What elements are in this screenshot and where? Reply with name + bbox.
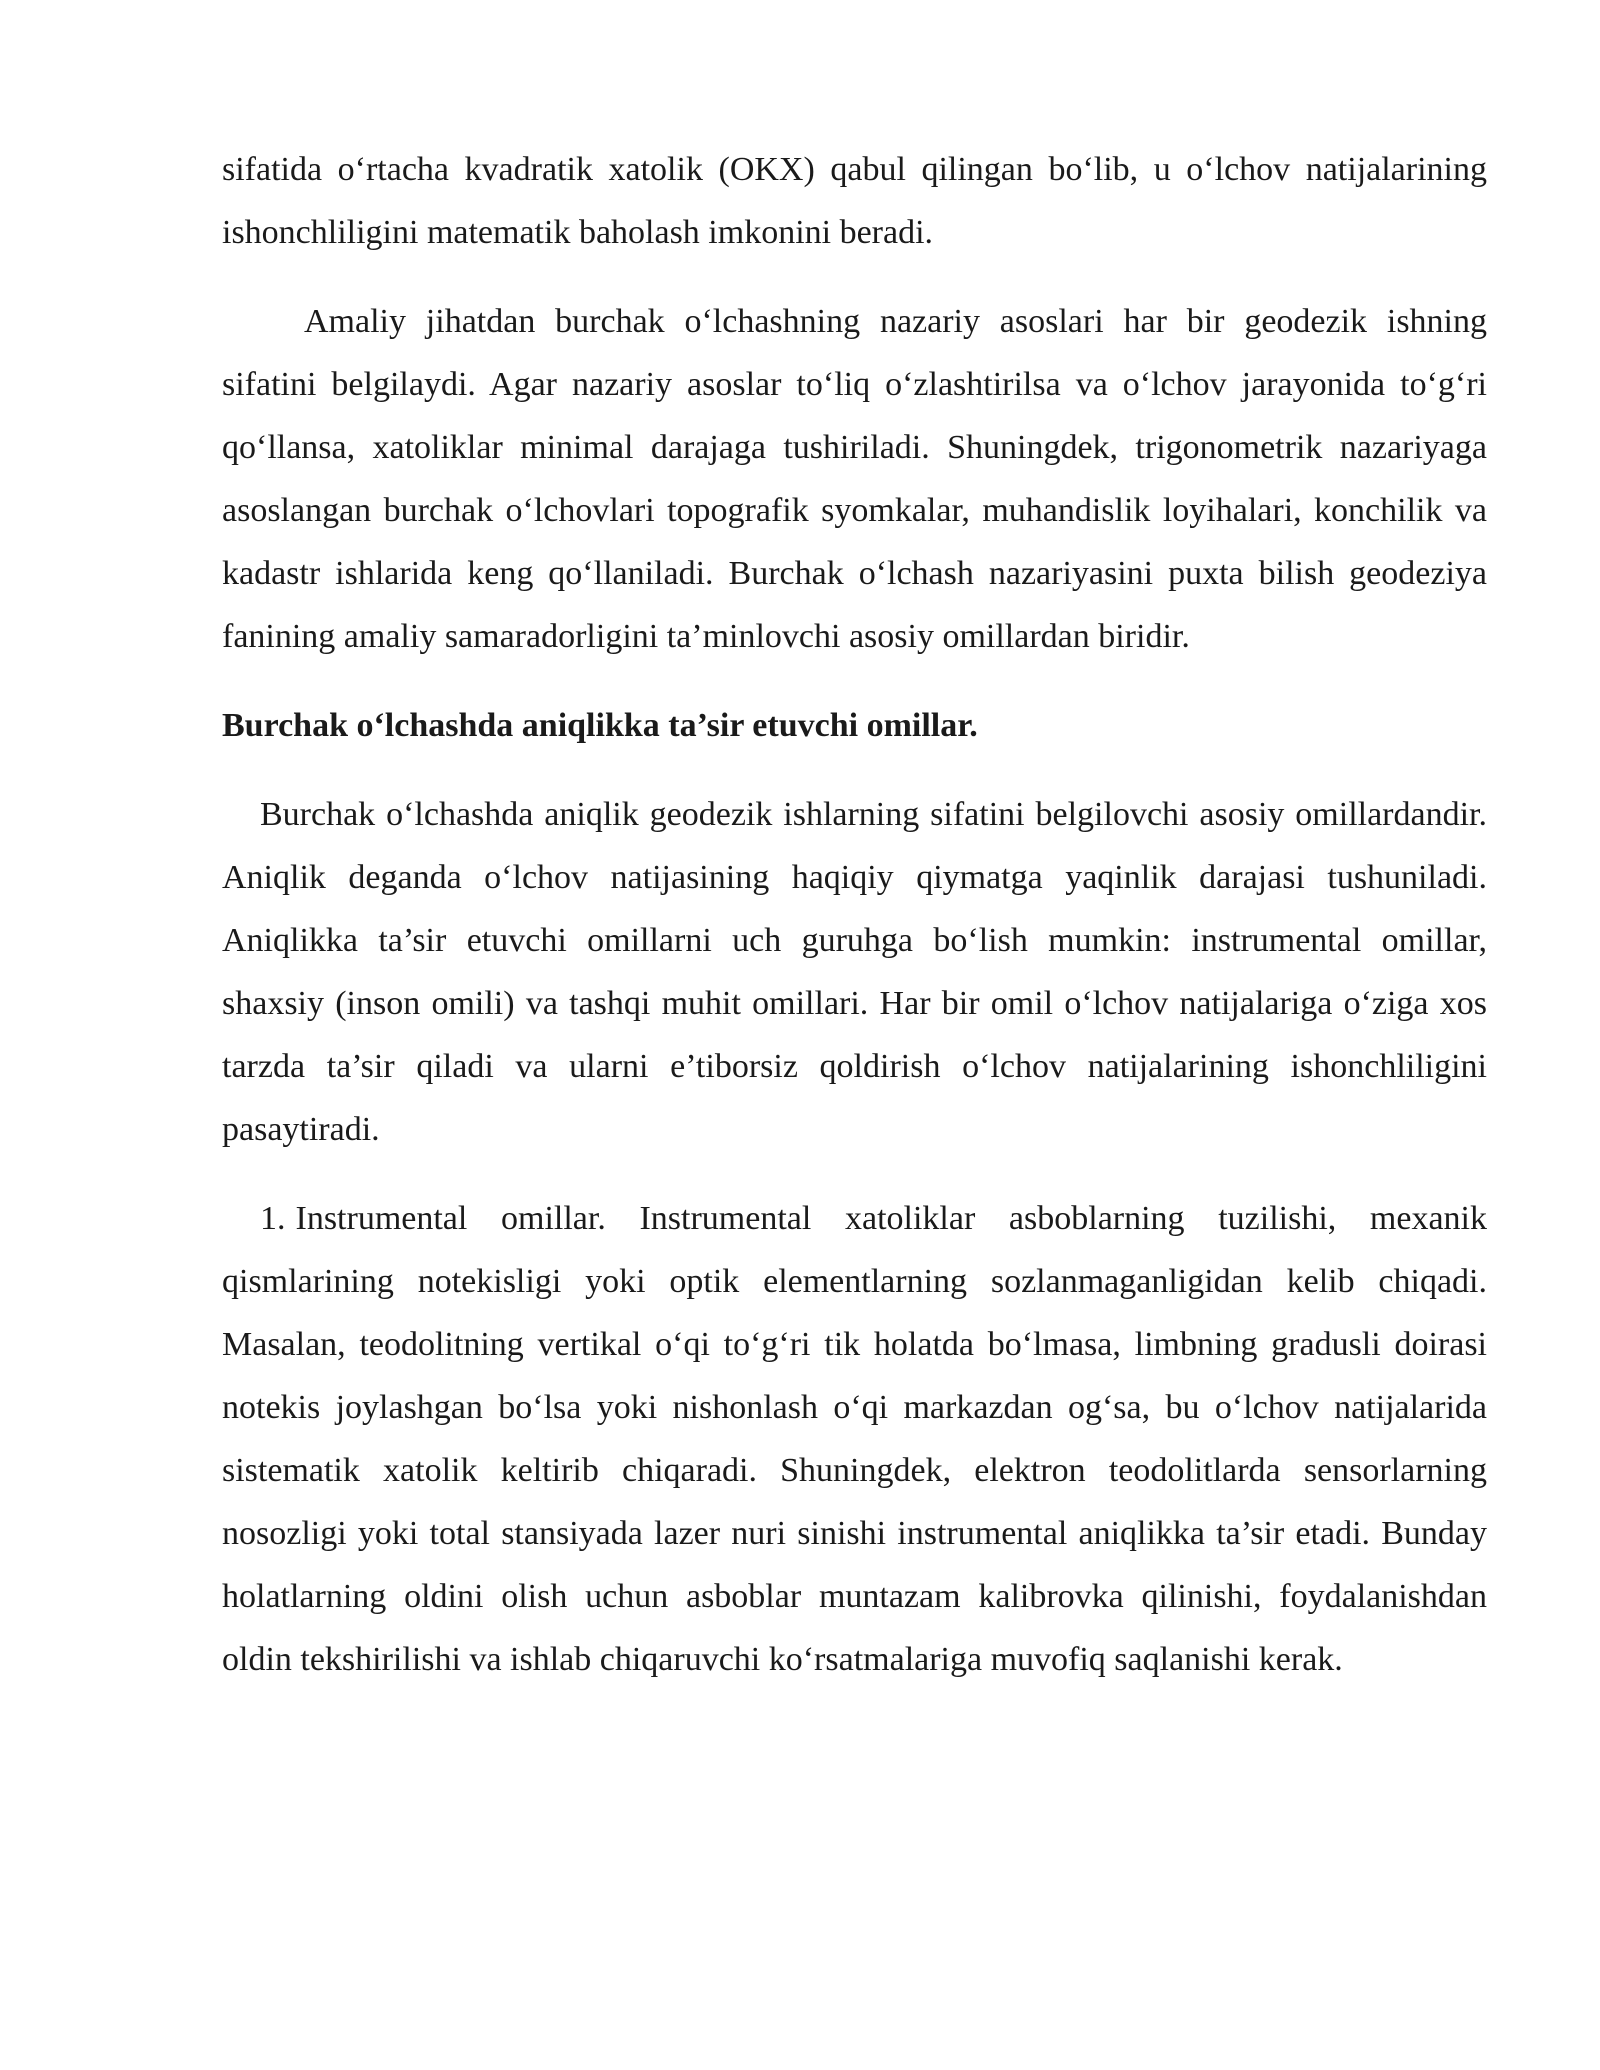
paragraph-theory-practice: Amaliy jihatdan burchak o‘lchashning nazariy asoslari har bir geodezik ishning sifatini belgilaydi. Agar nazariy asoslar to‘liq o‘zlashtirilsa va o‘lchov jarayonida to‘g‘ri qo‘llansa, xatoliklar minimal darajaga tushiriladi. Shuningdek, trigonometrik nazariyaga asoslangan burchak o‘lchovlari topografik syomkalar, muhandislik loyihalari, konchilik va kadastr ishlarida keng qo‘llaniladi. Burchak o‘lchash nazariyasini puxta bilish geodeziya fanining amaliy samaradorligini ta’minlovchi asosiy omillardan biridir. <box>222 303 1487 655</box>
section-heading: Burchak o‘lchashda aniqlikka ta’sir etuvchi omillar. <box>222 707 978 744</box>
list-item-instrumental <box>222 1187 1487 1691</box>
paragraph-continuation: sifatida o‘rtacha kvadratik xatolik (OKX) qabul qilingan bo‘lib, u o‘lchov natijalarining ishonchliligini matematik baholash imkonini beradi. <box>222 151 1487 251</box>
list-item-number: 1. <box>260 1200 286 1237</box>
document-page <box>222 138 1487 1691</box>
paragraph-accuracy-factors: Burchak o‘lchashda aniqlik geodezik ishlarning sifatini belgilovchi asosiy omillardandir. Aniqlik deganda o‘lchov natijasining haqiqiy qiymatga yaqinlik darajasi tushuniladi. Aniqlikka ta’sir etuvchi omillarni uch guruhga bo‘lish mumkin: instrumental omillar, shaxsiy (inson omili) va tashqi muhit omillari. Har bir omil o‘lchov natijalariga o‘ziga xos tarzda ta’sir qiladi va ularni e’tiborsiz qoldirish o‘lchov natijalarining ishonchliligini pasaytiradi. <box>222 796 1487 1148</box>
list-item-text: Instrumental omillar. Instrumental xatoliklar asboblarning tuzilishi, mexanik qismlarining notekisligi yoki optik elementlarning sozlanmaganligidan kelib chiqadi. Masalan, teodolitning vertikal o‘qi to‘g‘ri tik holatda bo‘lmasa, limbning gradusli doirasi notekis joylashgan bo‘lsa yoki nishonlash o‘qi markazdan og‘sa, bu o‘lchov natijalarida sistematik xatolik keltirib chiqaradi. Shuningdek, elektron teodolitlarda sensorlarning nosozligi yoki total stansiyada lazer nuri sinishi instrumental aniqlikka ta’sir etadi. Bunday holatlarning oldini olish uchun asboblar muntazam kalibrovka qilinishi, foydalanishdan oldin tekshirilishi va ishlab chiqaruvchi ko‘rsatmalariga muvofiq saqlanishi kerak. <box>222 1200 1487 1678</box>
